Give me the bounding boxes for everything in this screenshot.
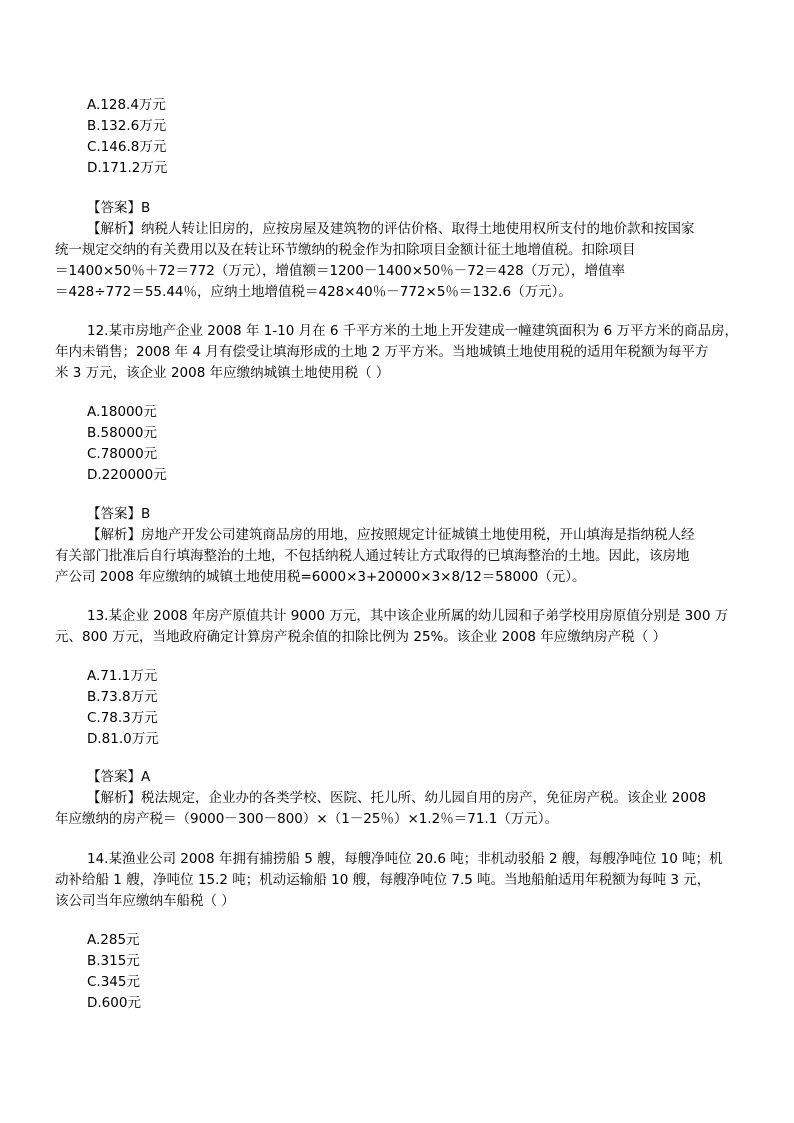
q13-analysis-line-2: 年应缴纳的房产税＝（9000－300－800）×（1－25％）×1.2％＝71.1（万元）。	[55, 811, 559, 827]
q11-analysis-line-3: ＝1400×50％＋72＝772（万元），增值额＝1200－1400×50％－72＝428（万元），增值率	[55, 263, 625, 279]
q13-analysis-line-1: 【解析】税法规定，企业办的各类学校、医院、托儿所、幼儿园自用的房产，免征房产税。该企业 2008	[87, 790, 707, 806]
q13-answer: 【答案】A	[87, 769, 151, 785]
q12-stem-line-2: 年内未销售；2008 年 4 月有偿受让填海形成的土地 2 万平方米。当地城镇土地使用税的适用年税额为每平方	[55, 344, 709, 360]
q11-analysis-line-4: ＝428÷772＝55.44％，应纳土地增值税＝428×40％－772×5％＝132.6（万元）。	[55, 284, 572, 300]
q12-option-a: A.18000元	[87, 404, 157, 420]
q14-stem-line-2: 动补给船 1 艘，净吨位 15.2 吨；机动运输船 10 艘，每艘净吨位 7.5 吨。当地船舶适用年税额为每吨 3 元，	[55, 872, 711, 888]
q12-answer: 【答案】B	[87, 506, 151, 522]
q12-analysis-line-3: 产公司 2008 年应缴纳的城镇土地使用税=6000×3+20000×3×8/12＝58000（元）。	[55, 569, 586, 585]
q14-option-b: B.315元	[87, 953, 140, 969]
q12-option-b: B.58000元	[87, 425, 157, 441]
q12-option-c: C.78000元	[87, 446, 158, 462]
q14-stem-line-1: 14.某渔业公司 2008 年拥有捕捞船 5 艘，每艘净吨位 20.6 吨；非机动驳船 2 艘，每艘净吨位 10 吨；机	[87, 851, 723, 867]
q12-analysis-line-2: 有关部门批准后自行填海整治的土地，不包括纳税人通过转让方式取得的已填海整治的土地。因此，该房地	[55, 548, 690, 564]
q11-analysis-line-2: 统一规定交纳的有关费用以及在转让环节缴纳的税金作为扣除项目金额计征土地增值税。扣除项目	[55, 242, 636, 258]
q11-option-b: B.132.6万元	[87, 118, 167, 134]
q12-stem-line-1: 12.某市房地产企业 2008 年 1-10 月在 6 千平方米的土地上开发建成一幢建筑面积为 6 万平方米的商品房，	[87, 323, 738, 339]
q13-stem-line-2: 元、800 万元，当地政府确定计算房产税余值的扣除比例为 25%。该企业 2008 年应缴纳房产税（ ）	[55, 629, 667, 645]
q12-analysis-line-1: 【解析】房地产开发公司建筑商品房的用地，应按照规定计征城镇土地使用税，开山填海是指纳税人经	[87, 527, 695, 543]
q13-option-b: B.73.8万元	[87, 689, 158, 705]
q14-option-d: D.600元	[87, 995, 141, 1011]
q12-option-d: D.220000元	[87, 467, 167, 483]
q14-option-a: A.285元	[87, 932, 140, 948]
q13-option-c: C.78.3万元	[87, 710, 158, 726]
q13-option-d: D.81.0万元	[87, 731, 159, 747]
q11-option-d: D.171.2万元	[87, 160, 168, 176]
q11-analysis-line-1: 【解析】纳税人转让旧房的，应按房屋及建筑物的评估价格、取得土地使用权所支付的地价款和按国家	[87, 221, 695, 237]
q11-option-c: C.146.8万元	[87, 139, 167, 155]
q14-stem-line-3: 该公司当年应缴纳车船税（ ）	[55, 893, 235, 909]
q13-option-a: A.71.1万元	[87, 668, 158, 684]
q13-stem-line-1: 13.某企业 2008 年房产原值共计 9000 万元，其中该企业所属的幼儿园和子弟学校用房原值分别是 300 万	[87, 608, 729, 624]
q14-option-c: C.345元	[87, 974, 140, 990]
q11-answer: 【答案】B	[87, 200, 151, 216]
q11-option-a: A.128.4万元	[87, 97, 166, 113]
q12-stem-line-3: 米 3 万元，该企业 2008 年应缴纳城镇土地使用税（ ）	[55, 365, 390, 381]
